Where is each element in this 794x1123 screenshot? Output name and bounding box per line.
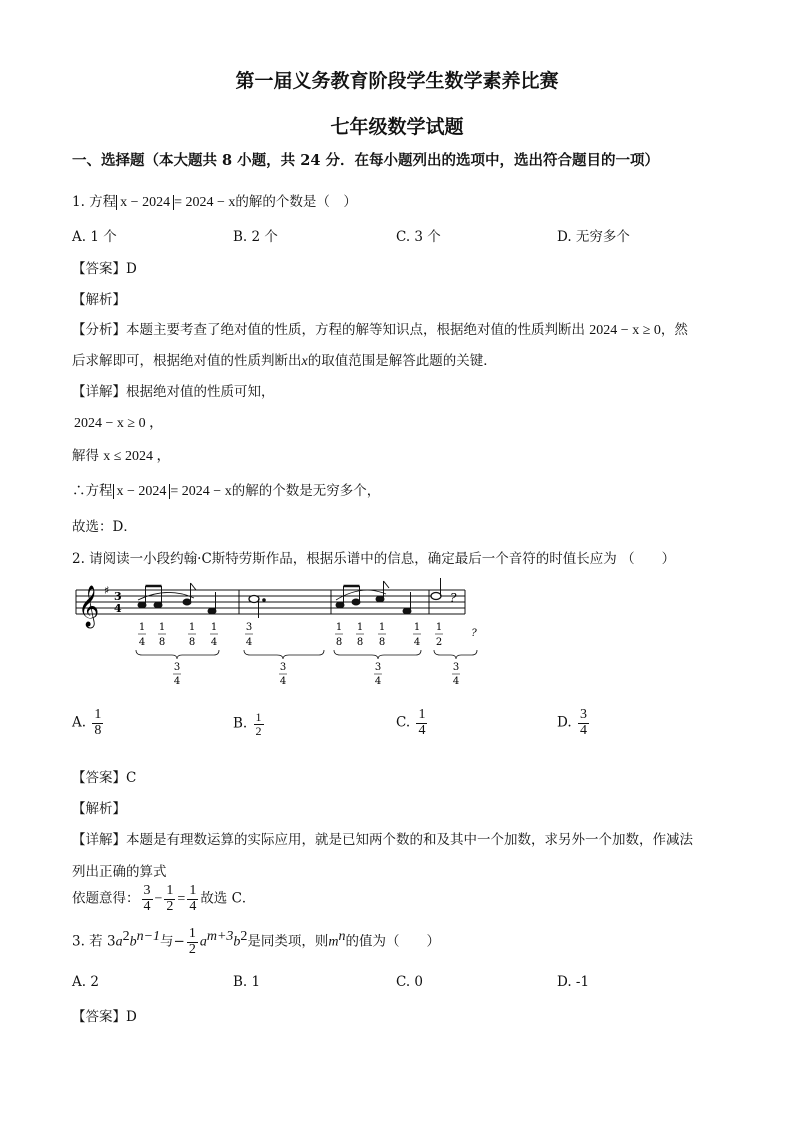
answer-label: 【答案】 — [72, 770, 126, 786]
fenxi-text-2b: x — [301, 354, 308, 369]
q1-step3 — [72, 479, 380, 500]
measure-2-notes — [249, 596, 265, 619]
option-label: A. — [72, 714, 87, 731]
fenxi-label: 【分析】 — [72, 322, 126, 338]
time-sig-bottom: 4 — [114, 602, 122, 615]
time-sig-top: 3 — [114, 590, 122, 603]
q1-xiangjie-line1 — [72, 380, 275, 400]
q1-rhs: = 2024 − x — [174, 195, 236, 210]
q3-answer — [72, 1005, 137, 1025]
q1-stem — [72, 190, 357, 211]
note-duration-labels — [138, 622, 477, 648]
svg-text:1: 1 — [335, 622, 343, 633]
q2-option-b — [233, 711, 266, 737]
q2-answer-value: C — [126, 770, 137, 786]
svg-text:8: 8 — [335, 637, 343, 648]
svg-text:1: 1 — [378, 622, 386, 633]
fenxi-text-1c: ，然 — [660, 322, 688, 338]
svg-text:4: 4 — [210, 637, 218, 648]
section-heading: 一、选择题（本大题共 8 小题，共 24 分．在每小题列出的选项中，选出符合题目的一项） — [72, 152, 659, 169]
note-frac — [245, 622, 253, 648]
q1-answer-value: D — [126, 261, 137, 277]
step2-expr: x ≤ 2024 ， — [103, 449, 171, 464]
q2-calc: 依题意得： $\frac{3}{4}$ − $\frac{1}{2}$ = $\frac{1}{4}$ 故选 C． — [72, 883, 256, 914]
svg-text:3: 3 — [173, 662, 181, 673]
xiangjie-text-1: 根据绝对值的性质可知， — [126, 384, 275, 400]
q3-tail-a: 是同类项，则 — [247, 933, 329, 950]
svg-text:1: 1 — [158, 622, 166, 633]
treble-clef-icon: 𝄞 — [78, 586, 100, 627]
calc-frac-c: $\frac{1}{4}$ — [189, 883, 197, 914]
option-frac: $\frac{3}{4}$ — [579, 707, 587, 738]
q1-step1: 2024 − x ≥ 0 ， — [74, 416, 164, 431]
calc-frac-a: $\frac{3}{4}$ — [143, 883, 151, 914]
q3-exp-b2: 2 — [240, 929, 248, 945]
measure-total — [279, 662, 287, 686]
q1-option-c: C. 3 个 — [396, 229, 441, 245]
q1-answer — [72, 257, 137, 277]
q3-mid: 与− — [160, 933, 185, 950]
option-frac: $\frac{1}{8}$ — [94, 707, 102, 738]
music-score — [72, 578, 492, 686]
xiangjie-label: 【详解】 — [72, 832, 126, 848]
step2-prefix: 解得 — [72, 448, 104, 464]
measure-4-notes — [431, 578, 441, 600]
step3-rhs: = 2024 − x — [170, 484, 232, 499]
q2-xiangjie-line1 — [72, 828, 693, 848]
svg-text:1: 1 — [435, 622, 443, 633]
svg-text:1: 1 — [356, 622, 364, 633]
sharp-icon: ♯ — [104, 584, 110, 597]
q1-tail: 的解的个数是（ ） — [235, 194, 357, 210]
q1-option-a: A. 1 个 — [72, 229, 117, 245]
note-frac — [435, 622, 443, 648]
option-frac: $\frac{1}{2}$ — [255, 710, 262, 738]
q1-fenxi-line2 — [72, 349, 497, 370]
q3-tail-b: 的值为（ ） — [345, 933, 441, 950]
page-subtitle: 七年级数学试题 — [330, 116, 464, 138]
measure-braces — [136, 650, 477, 659]
q3-answer-value: D — [126, 1009, 137, 1025]
svg-text:4: 4 — [173, 676, 181, 686]
q1-option-d: D. 无穷多个 — [557, 229, 630, 245]
calc-prefix: 依题意得： — [72, 890, 140, 907]
q3-exp-a2: m+3 — [206, 929, 234, 945]
q2-stem: 2. 请阅读一小段约翰·C斯特劳斯作品，根据乐谱中的信息，确定最后一个音符的时值长应为 （ ） — [72, 551, 676, 567]
xiangjie-label: 【详解】 — [72, 384, 126, 400]
measure-total — [374, 662, 382, 686]
answer-label: 【答案】 — [72, 261, 126, 277]
option-frac: $\frac{1}{4}$ — [418, 707, 426, 738]
svg-text:4: 4 — [279, 676, 287, 686]
step3-prefix: ∴方程 — [72, 483, 113, 499]
note-frac — [335, 622, 343, 648]
svg-text:3: 3 — [245, 622, 253, 633]
note-question-mark: ? — [471, 628, 477, 639]
score-question-mark: ? — [450, 591, 457, 605]
svg-text:8: 8 — [378, 637, 386, 648]
svg-text:1: 1 — [138, 622, 146, 633]
svg-text:4: 4 — [413, 637, 421, 648]
q3-num: 3. 若 3 — [72, 933, 116, 950]
q2-answer — [72, 766, 136, 786]
note-frac — [210, 622, 218, 648]
svg-text:3: 3 — [452, 662, 460, 673]
note-frac — [138, 622, 146, 648]
svg-text:4: 4 — [138, 637, 146, 648]
step3-abs-expr: x − 2024 — [113, 484, 171, 499]
svg-text:1: 1 — [413, 622, 421, 633]
measure-1-notes — [138, 583, 216, 614]
calc-suffix: 故选 C． — [200, 890, 256, 907]
option-label: B. — [233, 715, 248, 732]
q3-option-b: B. 1 — [233, 974, 261, 990]
q3-exp-b1: n−1 — [136, 929, 161, 945]
step3-tail: 的解的个数是无穷多个， — [231, 483, 381, 499]
page-title: 第一届义务教育阶段学生数学素养比赛 — [235, 70, 559, 92]
measure-3-notes — [336, 581, 411, 614]
svg-text:4: 4 — [245, 637, 253, 648]
q1-fenxi-line1 — [72, 318, 688, 339]
svg-text:4: 4 — [452, 676, 460, 686]
svg-text:8: 8 — [356, 637, 364, 648]
svg-text:8: 8 — [158, 637, 166, 648]
svg-text:1: 1 — [210, 622, 218, 633]
q3-tail-exp: n — [338, 929, 346, 945]
q2-option-d — [557, 708, 591, 738]
svg-text:1: 1 — [188, 622, 196, 633]
note-frac — [378, 622, 386, 648]
option-label: D. — [557, 714, 572, 731]
option-label: C. — [396, 714, 411, 731]
svg-text:2: 2 — [435, 637, 443, 648]
note-frac — [188, 622, 196, 648]
fenxi-text-2c: 的取值范围是解答此题的关键． — [307, 353, 497, 369]
fenxi-text-2a: 后求解即可，根据绝对值的性质判断出 — [72, 353, 302, 369]
xiangjie-text-1: 本题是有理数运算的实际应用，就是已知两个数的和及其中一个加数，求另外一个加数，作减法 — [126, 832, 693, 848]
answer-label: 【答案】 — [72, 1009, 126, 1025]
q1-step2 — [72, 444, 170, 465]
svg-text:3: 3 — [279, 662, 287, 673]
q3-stem: 3. 若 $3a^2b^{n-1}$与− $\frac{1}{2}$ $a^{m+3}b^2$是同类项，则$m^n$的值为（ ） — [72, 926, 441, 957]
q2-analysis-label: 【解析】 — [72, 801, 126, 817]
q1-analysis-label: 【解析】 — [72, 292, 126, 308]
q1-option-b: B. 2 个 — [233, 229, 278, 245]
q1-choose: 故选：D． — [72, 519, 137, 535]
measure-totals — [173, 662, 460, 686]
svg-text:8: 8 — [188, 637, 196, 648]
q3-exp-a1: 2 — [122, 929, 130, 945]
q1-num: 1. 方程 — [72, 194, 117, 210]
q3-frac: $\frac{1}{2}$ — [188, 926, 196, 957]
q3-option-c: C. 0 — [396, 974, 424, 990]
svg-text:4: 4 — [374, 676, 382, 686]
measure-total — [173, 662, 181, 686]
q3-option-d: D. -1 — [557, 974, 590, 990]
note-frac — [413, 622, 421, 648]
svg-text:3: 3 — [374, 662, 382, 673]
q2-option-a — [72, 708, 105, 738]
calc-frac-b: $\frac{1}{2}$ — [166, 883, 174, 914]
fenxi-text-1b: 2024 − x ≥ 0 — [589, 323, 661, 338]
note-frac — [158, 622, 166, 648]
fenxi-text-1a: 本题主要考查了绝对值的性质，方程的解等知识点，根据绝对值的性质判断出 — [126, 322, 585, 338]
q2-option-c — [396, 708, 429, 738]
q2-xiangjie-line2: 列出正确的算式 — [72, 864, 167, 880]
q1-abs-expr: x − 2024 — [116, 195, 174, 210]
note-frac — [356, 622, 364, 648]
q3-option-a: A. 2 — [72, 974, 99, 990]
measure-total — [452, 662, 460, 686]
